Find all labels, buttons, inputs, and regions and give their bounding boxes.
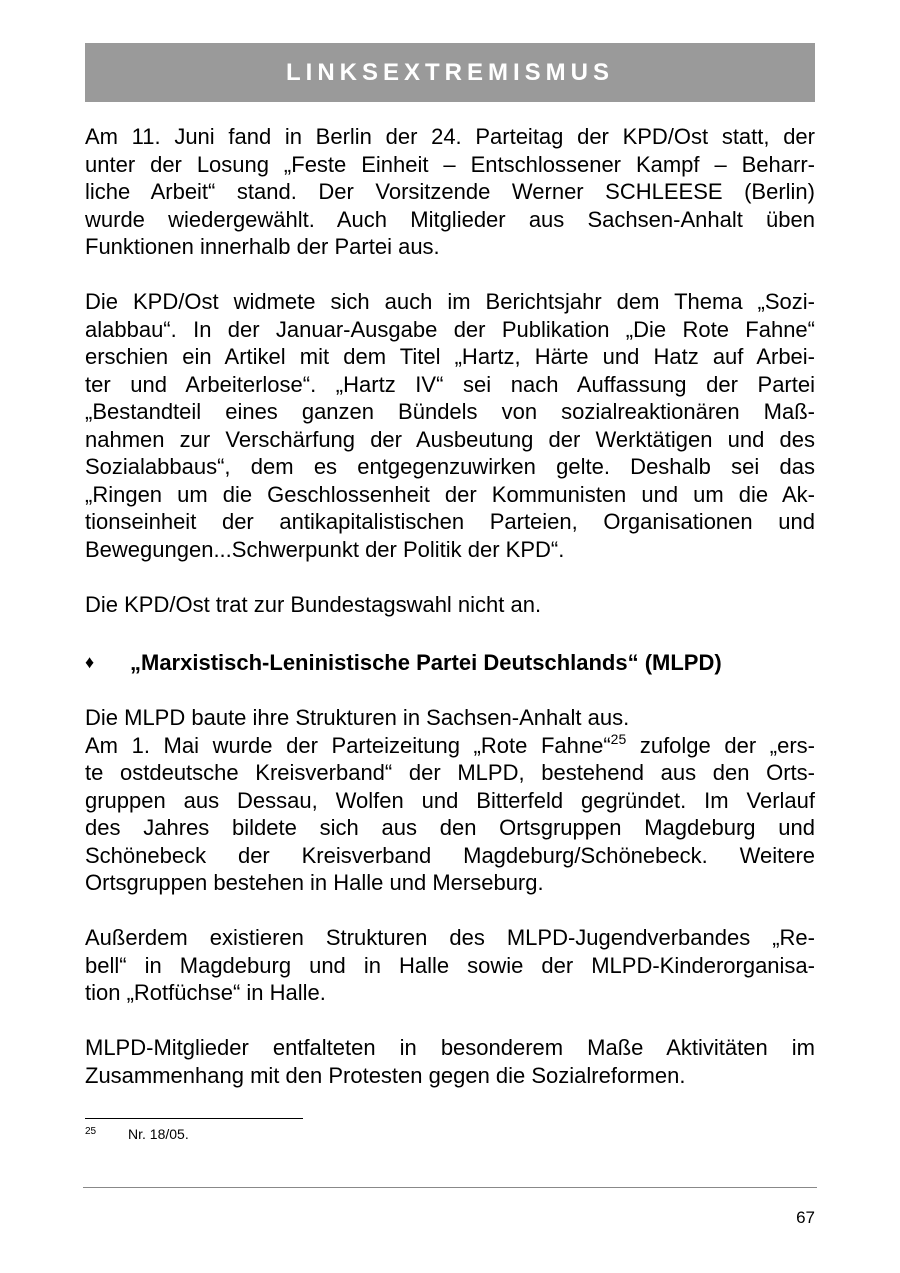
footnote <box>85 1126 189 1142</box>
paragraph <box>85 591 815 619</box>
page-number: 67 <box>796 1208 815 1227</box>
text-line: Funktionen innerhalb der Partei aus. <box>85 234 440 259</box>
paragraph <box>85 1034 815 1089</box>
text-line: „Ringen um die Geschlossenheit der Kommunisten und um die Ak- <box>85 481 815 507</box>
text-line: Am 1. Mai wurde der Parteizeitung „Rote Fahne“$^{25}$ zufolge der „ers- <box>85 730 815 758</box>
paragraph <box>85 123 815 261</box>
body-text <box>85 123 815 1117</box>
paragraph <box>85 288 815 563</box>
footnote-ref: 25 <box>610 730 627 747</box>
paragraph <box>85 704 815 897</box>
text-line: Am 11. Juni fand in Berlin der 24. Parteitag der KPD/Ost statt, der <box>85 124 815 149</box>
text-line: Außerdem existieren Strukturen des MLPD-Jugendverbandes „Re- <box>85 925 815 950</box>
text-line: Die KPD/Ost trat zur Bundestagswahl nicht an. <box>85 591 542 617</box>
text-line: Ortsgruppen bestehen in Halle und Merseburg. <box>85 870 544 895</box>
diamond-bullet-icon: ♦ <box>85 652 95 672</box>
heading-text: „Marxistisch-Leninistische Partei Deutschlands“ (MLPD) <box>130 650 722 675</box>
text-line: erschien ein Artikel mit dem Titel „Hartz, Härte und Hatz auf Arbei- <box>85 344 815 369</box>
text-line: MLPD-Mitglieder entfalteten in besonderem Maße Aktivitäten im <box>85 1035 815 1060</box>
section-heading <box>85 649 815 677</box>
text-line: gruppen aus Dessau, Wolfen und Bitterfeld gegründet. Im Verlauf <box>85 787 815 813</box>
text-line: bell“ in Magdeburg und in Halle sowie der MLPD-Kinderorganisa- <box>85 952 815 978</box>
text-line: Bewegungen...Schwerpunkt der Politik der KPD“. <box>85 536 565 562</box>
section-title: LINKSEXTREMISMUS <box>285 58 614 86</box>
text-line: alabbau“. In der Januar-Ausgabe der Publikation „Die Rote Fahne“ <box>85 316 815 342</box>
footnote-divider <box>85 1118 303 1119</box>
text-line: Die MLPD baute ihre Strukturen in Sachsen-Anhalt aus. <box>85 705 630 730</box>
footer-divider <box>83 1187 817 1188</box>
text-line: te ostdeutsche Kreisverband“ der MLPD, bestehend aus den Orts- <box>85 760 815 785</box>
text-line: wurde wiedergewählt. Auch Mitglieder aus Sachsen-Anhalt üben <box>85 206 815 232</box>
text-line: ter und Arbeiterlose“. „Hartz IV“ sei nach Auffassung der Partei <box>85 371 815 397</box>
text-line: liche Arbeit“ stand. Der Vorsitzende Werner SCHLEESE (Berlin) <box>85 179 815 204</box>
text-line: nahmen zur Verschärfung der Ausbeutung der Werktätigen und des <box>85 426 815 452</box>
text-line: Schönebeck der Kreisverband Magdeburg/Schönebeck. Weitere <box>85 842 815 868</box>
text-line: unter der Losung „Feste Einheit – Entschlossener Kampf – Beharr- <box>85 151 815 177</box>
footnote-number: 25 <box>85 1126 97 1137</box>
text-line: des Jahres bildete sich aus den Ortsgruppen Magdeburg und <box>85 815 815 840</box>
paragraph <box>85 924 815 1007</box>
footnote-text: Nr. 18/05. <box>128 1126 189 1142</box>
section-header <box>85 43 815 102</box>
text-line: „Bestandteil eines ganzen Bündels von sozialreaktionären Maß- <box>85 399 815 424</box>
text-line: Die KPD/Ost widmete sich auch im Berichtsjahr dem Thema „Sozi- <box>85 289 815 314</box>
text-line: tionseinheit der antikapitalistischen Parteien, Organisationen und <box>85 509 815 534</box>
text-line: Zusammenhang mit den Protesten gegen die Sozialreformen. <box>85 1062 686 1088</box>
text-line: tion „Rotfüchse“ in Halle. <box>85 980 326 1005</box>
text-line: Sozialabbaus“, dem es entgegenzuwirken gelte. Deshalb sei das <box>85 454 815 479</box>
